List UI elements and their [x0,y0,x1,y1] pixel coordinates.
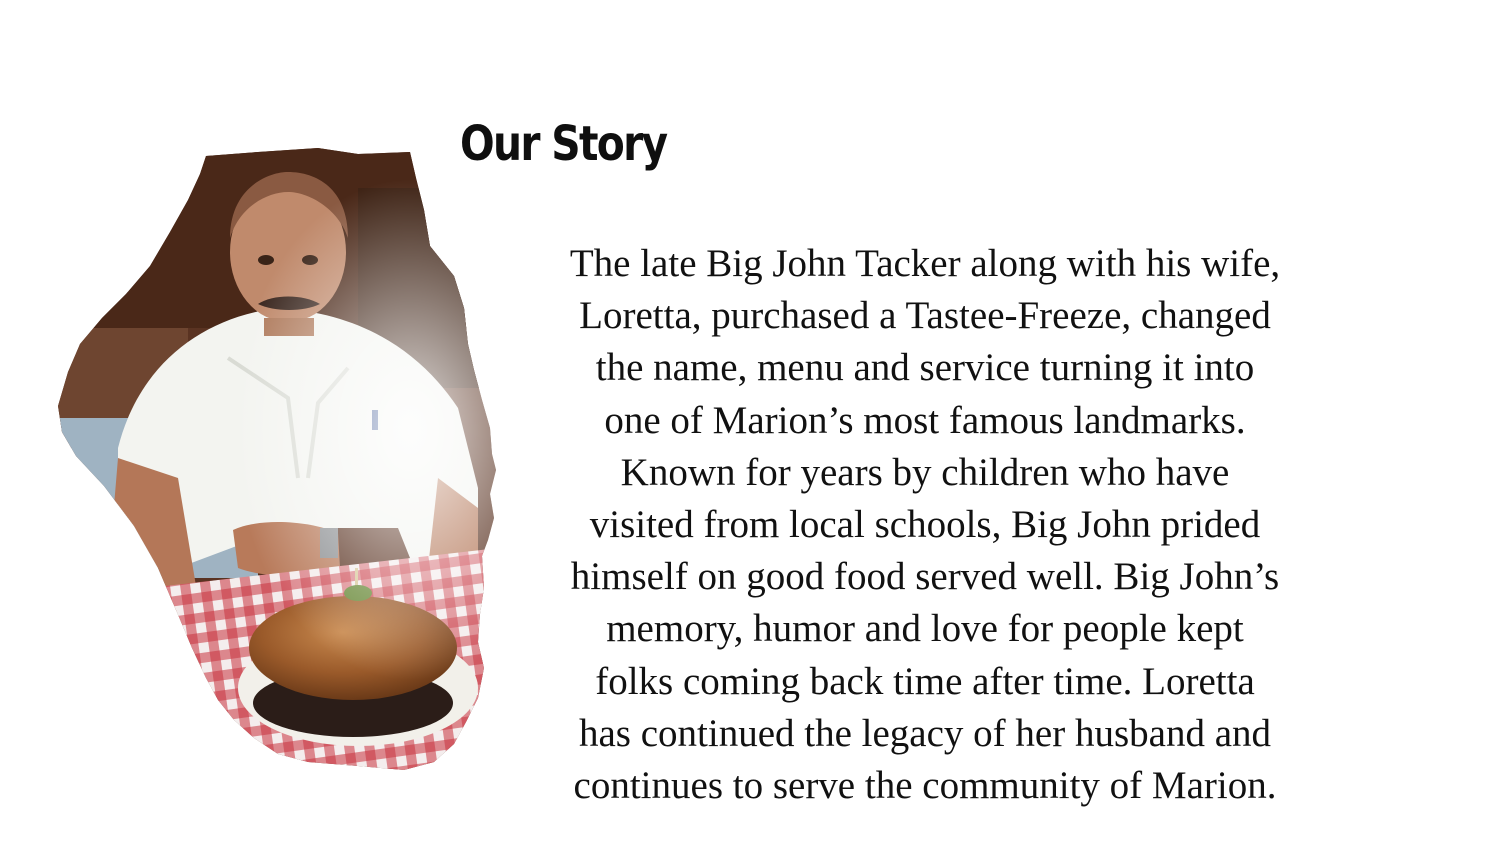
story-line: Loretta, purchased a Tastee-Freeze, changed [579,294,1271,338]
page-title: Our Story [460,116,667,172]
story-line: one of Marion’s most famous landmarks. [604,398,1246,442]
story-line: visited from local schools, Big John prided [589,503,1261,547]
story-line: the name, menu and service turning it into [595,346,1255,390]
story-line: has continued the legacy of her husband and [578,711,1272,755]
story-line: The late Big John Tacker along with his wife, [569,242,1281,285]
big-john-photo [58,148,498,774]
story-line: folks coming back time after time. Loretta [595,659,1255,703]
story-line: continues to serve the community of Marion. [573,764,1277,808]
story-line: memory, humor and love for people kept [606,607,1244,651]
story-text [505,238,1345,812]
story-line: Known for years by children who have [620,450,1230,494]
story-line: himself on good food served well. Big John’s [570,555,1280,599]
